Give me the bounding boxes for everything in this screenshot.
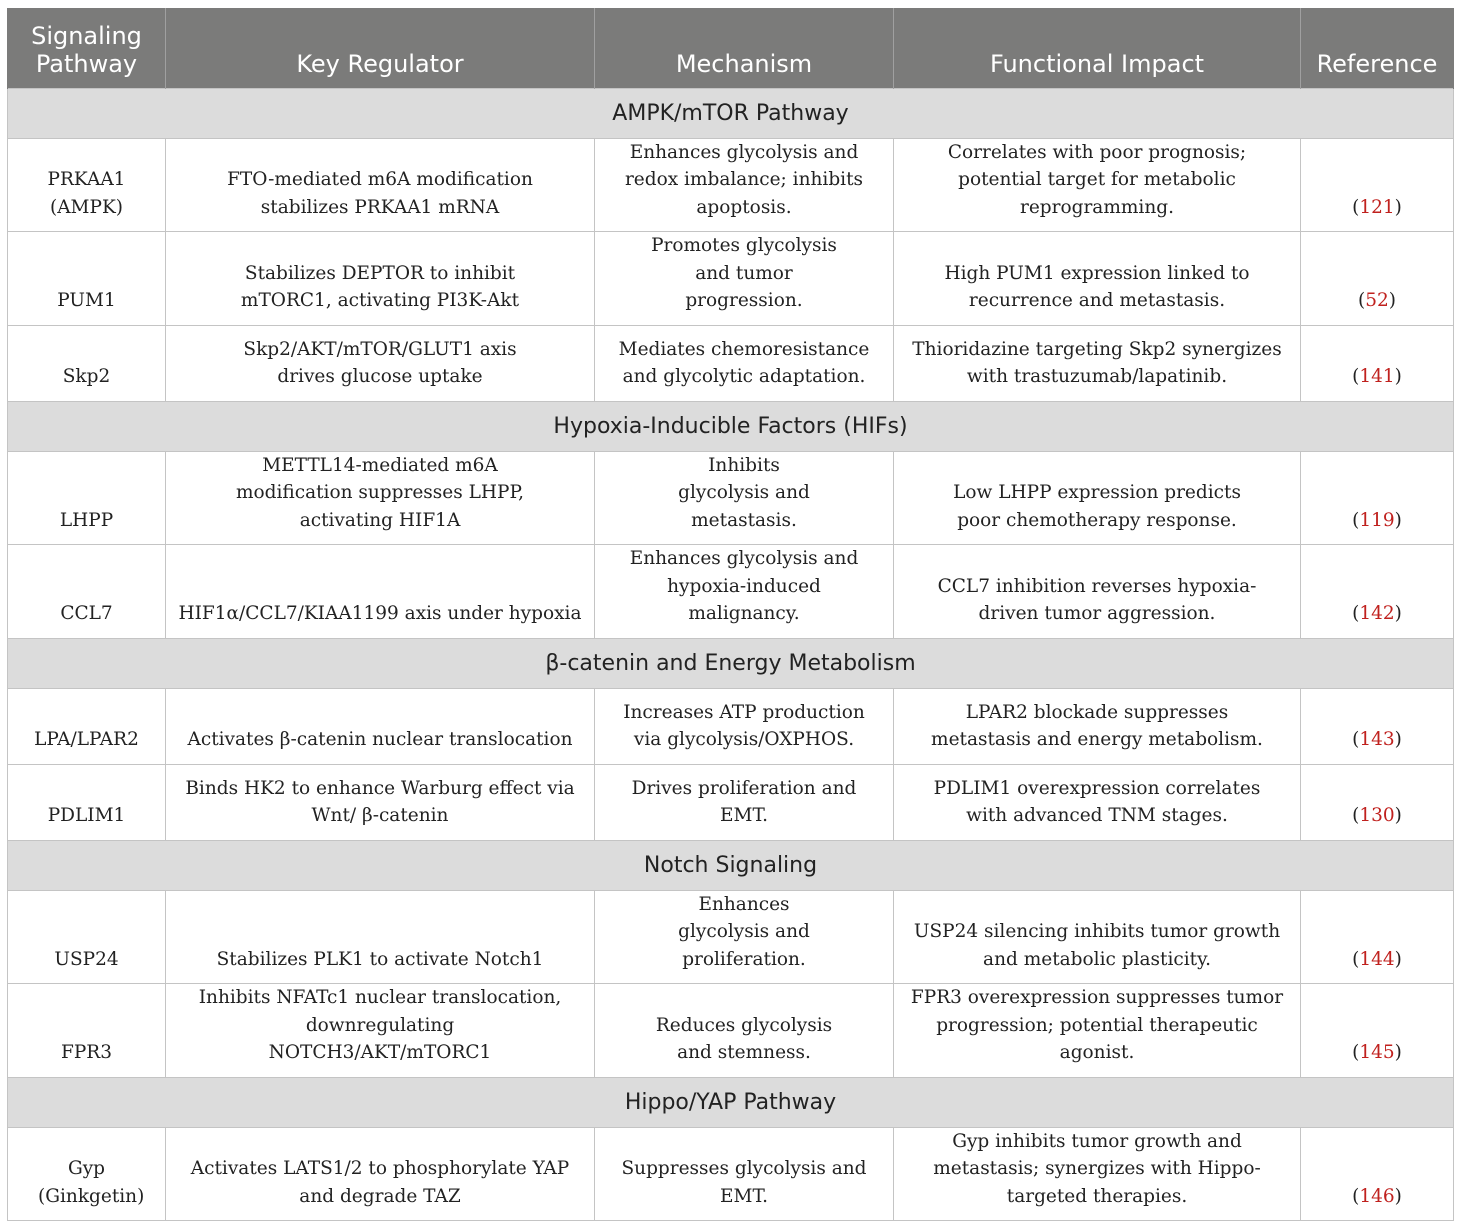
section-row-hippo-yap [8,1077,1454,1127]
section-title: β-catenin and Energy Metabolism [8,638,1454,688]
regulator-cell: HIF1α/CCL7/KIAA1199 axis under hypoxia [166,545,595,639]
header-reference: Reference [1301,8,1454,88]
pathway-cell: Gyp (Ginkgetin) [8,1127,166,1221]
regulator-cell: Activates LATS1/2 to phosphorylate YAP and degrade TAZ [166,1127,595,1221]
header-key-regulator: Key Regulator [166,8,595,88]
table-row [8,890,1454,984]
table-row [8,232,1454,326]
pathway-cell: PRKAA1 (AMPK) [8,138,166,232]
section-title: Hypoxia-Inducible Factors (HIFs) [8,401,1454,451]
impact-cell: CCL7 inhibition reverses hypoxia-driven tumor aggression. [894,545,1301,639]
table-row [8,545,1454,639]
table-row [8,688,1454,764]
mechanism-cell: Suppresses glycolysis and EMT. [595,1127,894,1221]
impact-cell: PDLIM1 overexpression correlates with advanced TNM stages. [894,764,1301,840]
impact-cell: Thioridazine targeting Skp2 synergizes with trastuzumab/lapatinib. [894,325,1301,401]
regulator-cell: Binds HK2 to enhance Warburg effect via Wnt/ β-catenin [166,764,595,840]
section-title: AMPK/mTOR Pathway [8,88,1454,138]
pathway-cell: PDLIM1 [8,764,166,840]
regulator-cell: METTL14-mediated m6A modification suppresses LHPP, activating HIF1A [166,451,595,545]
mechanism-cell: Reduces glycolysis and stemness. [595,984,894,1078]
table-row [8,764,1454,840]
mechanism-cell: Enhances glycolysis and redox imbalance; inhibits apoptosis. [595,138,894,232]
pathway-cell: LHPP [8,451,166,545]
pathway-cell: CCL7 [8,545,166,639]
reference-cell: (145) [1301,984,1454,1078]
header-signaling-pathway: Signaling Pathway [8,8,166,88]
mechanism-cell: Enhances glycolysis and hypoxia-induced malignancy. [595,545,894,639]
regulator-cell: Activates β-catenin nuclear translocation [166,688,595,764]
header-mechanism: Mechanism [595,8,894,88]
mechanism-cell: Increases ATP production via glycolysis/OXPHOS. [595,688,894,764]
mechanism-cell: Enhances glycolysis and proliferation. [595,890,894,984]
regulator-cell: Skp2/AKT/mTOR/GLUT1 axis drives glucose uptake [166,325,595,401]
reference-link[interactable]: 142 [1359,603,1395,624]
reference-cell: (121) [1301,138,1454,232]
table-row [8,984,1454,1078]
pathway-cell: LPA/LPAR2 [8,688,166,764]
table-row [8,451,1454,545]
section-row-ampk-mtor [8,88,1454,138]
pathway-cell: FPR3 [8,984,166,1078]
impact-cell: USP24 silencing inhibits tumor growth and metabolic plasticity. [894,890,1301,984]
reference-link[interactable]: 141 [1359,366,1395,387]
section-title: Hippo/YAP Pathway [8,1077,1454,1127]
mechanism-cell: Drives proliferation and EMT. [595,764,894,840]
regulator-cell: Stabilizes PLK1 to activate Notch1 [166,890,595,984]
reference-link[interactable]: 121 [1359,196,1395,218]
reference-link[interactable]: 146 [1359,1185,1395,1207]
reference-cell: (141) [1301,325,1454,401]
table-row [8,1127,1454,1221]
reference-link[interactable]: 52 [1365,290,1389,311]
section-row-notch [8,840,1454,890]
impact-cell: FPR3 overexpression suppresses tumor progression; potential therapeutic agonist. [894,984,1301,1078]
reference-cell: (144) [1301,890,1454,984]
header-functional-impact: Functional Impact [894,8,1301,88]
reference-link[interactable]: 143 [1359,729,1395,750]
pathway-cell: Skp2 [8,325,166,401]
reference-link[interactable]: 119 [1359,509,1395,531]
table-row [8,325,1454,401]
regulator-cell: Stabilizes DEPTOR to inhibit mTORC1, activating PI3K-Akt [166,232,595,326]
mechanism-cell: Mediates chemoresistance and glycolytic adaptation. [595,325,894,401]
reference-link[interactable]: 144 [1359,948,1395,970]
reference-cell: (143) [1301,688,1454,764]
impact-cell: High PUM1 expression linked to recurrence and metastasis. [894,232,1301,326]
reference-cell: (146) [1301,1127,1454,1221]
section-row-beta-catenin [8,638,1454,688]
reference-cell: (142) [1301,545,1454,639]
pathway-cell: USP24 [8,890,166,984]
impact-cell: Low LHPP expression predicts poor chemotherapy response. [894,451,1301,545]
mechanism-cell: Promotes glycolysis and tumor progression. [595,232,894,326]
pathway-cell: PUM1 [8,232,166,326]
reference-cell: (119) [1301,451,1454,545]
impact-cell: Gyp inhibits tumor growth and metastasis; synergizes with Hippo-targeted therapies. [894,1127,1301,1221]
table-header-row [8,8,1454,88]
regulator-cell: FTO-mediated m6A modification stabilizes PRKAA1 mRNA [166,138,595,232]
reference-cell: (52) [1301,232,1454,326]
section-row-hifs [8,401,1454,451]
reference-cell: (130) [1301,764,1454,840]
mechanism-cell: Inhibits glycolysis and metastasis. [595,451,894,545]
table-row [8,138,1454,232]
impact-cell: LPAR2 blockade suppresses metastasis and energy metabolism. [894,688,1301,764]
section-title: Notch Signaling [8,840,1454,890]
reference-link[interactable]: 130 [1359,805,1395,826]
reference-link[interactable]: 145 [1359,1042,1395,1063]
impact-cell: Correlates with poor prognosis; potential target for metabolic reprogramming. [894,138,1301,232]
signaling-pathway-table [7,8,1454,1221]
regulator-cell: Inhibits NFATc1 nuclear translocation, downregulating NOTCH3/AKT/mTORC1 [166,984,595,1078]
